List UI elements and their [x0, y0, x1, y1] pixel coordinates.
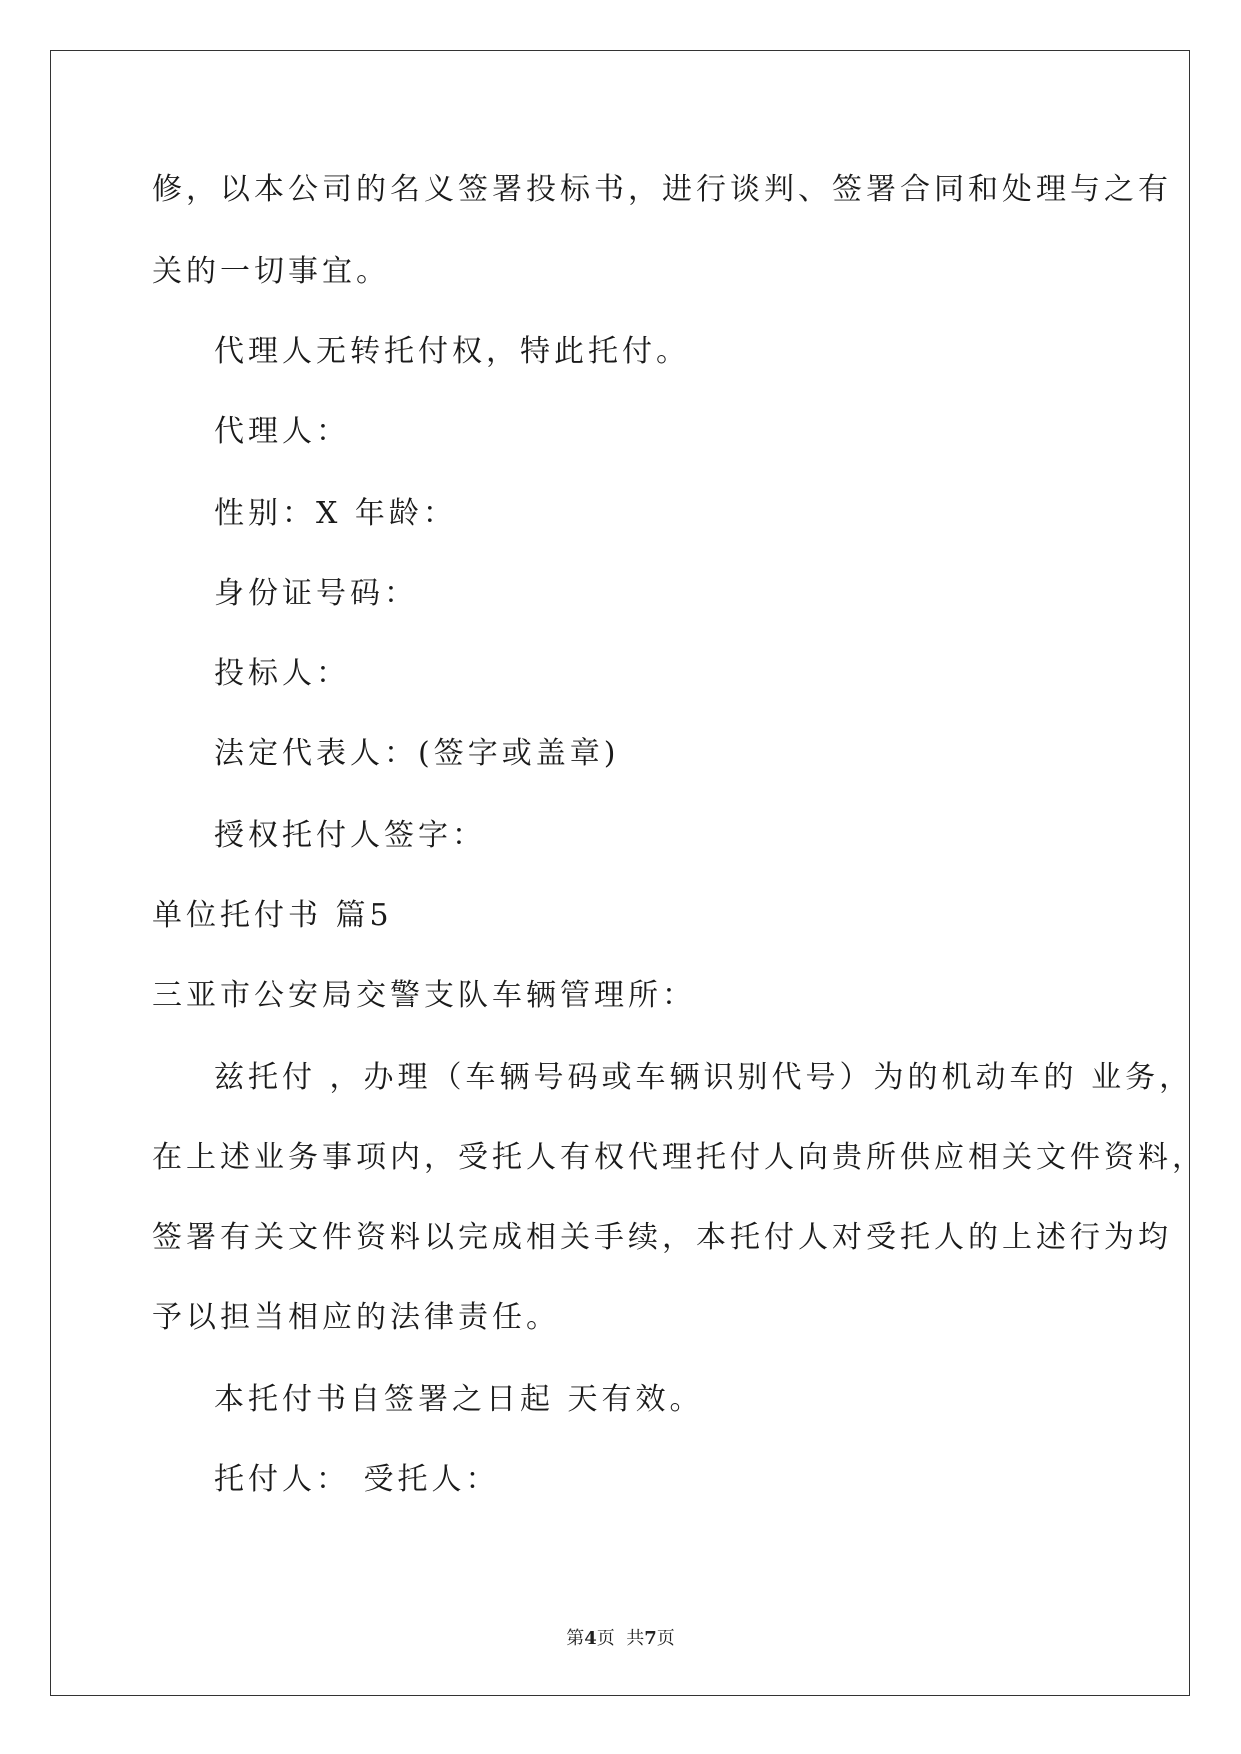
- body-line-15: 予以担当相应的法律责任。: [152, 1300, 560, 1335]
- addressee-line: 三亚市公安局交警支队车辆管理所：: [152, 978, 696, 1013]
- page-mid: 页 共: [596, 1628, 645, 1649]
- section-heading: 单位托付书 篇5: [152, 898, 393, 933]
- body-line-3: 代理人无转托付权，特此托付。: [214, 334, 690, 369]
- body-line-14: 签署有关文件资料以完成相关手续，本托付人对受托人的上述行为均: [152, 1220, 1172, 1255]
- signatories-line: 托付人： 受托人：: [214, 1462, 500, 1497]
- page-frame: [50, 50, 1190, 1696]
- id-number-label: 身份证号码：: [214, 576, 418, 611]
- bidder-label: 投标人：: [214, 656, 350, 691]
- page-total: 7: [644, 1628, 657, 1649]
- agent-label: 代理人：: [214, 414, 350, 449]
- legal-rep-label: 法定代表人：(签字或盖章): [214, 736, 620, 771]
- authorizer-signature-label: 授权托付人签字：: [214, 818, 486, 853]
- gender-age-label: 性别：X 年龄：: [214, 496, 457, 531]
- body-line-12: 兹托付 ，办理（车辆号码或车辆识别代号）为的机动车的 业务，: [214, 1060, 1194, 1095]
- validity-line: 本托付书自签署之日起 天有效。: [214, 1382, 704, 1417]
- page-footer: [0, 1627, 1241, 1651]
- body-line-13: 在上述业务事项内，受托人有权代理托付人向贵所供应相关文件资料，: [152, 1140, 1206, 1175]
- page-suffix: 页: [656, 1628, 675, 1649]
- body-line-1: 修，以本公司的名义签署投标书，进行谈判、签署合同和处理与之有: [152, 172, 1172, 207]
- page-prefix: 第: [566, 1628, 585, 1649]
- page-current: 4: [584, 1628, 597, 1649]
- body-line-2: 关的一切事宜。: [152, 254, 390, 289]
